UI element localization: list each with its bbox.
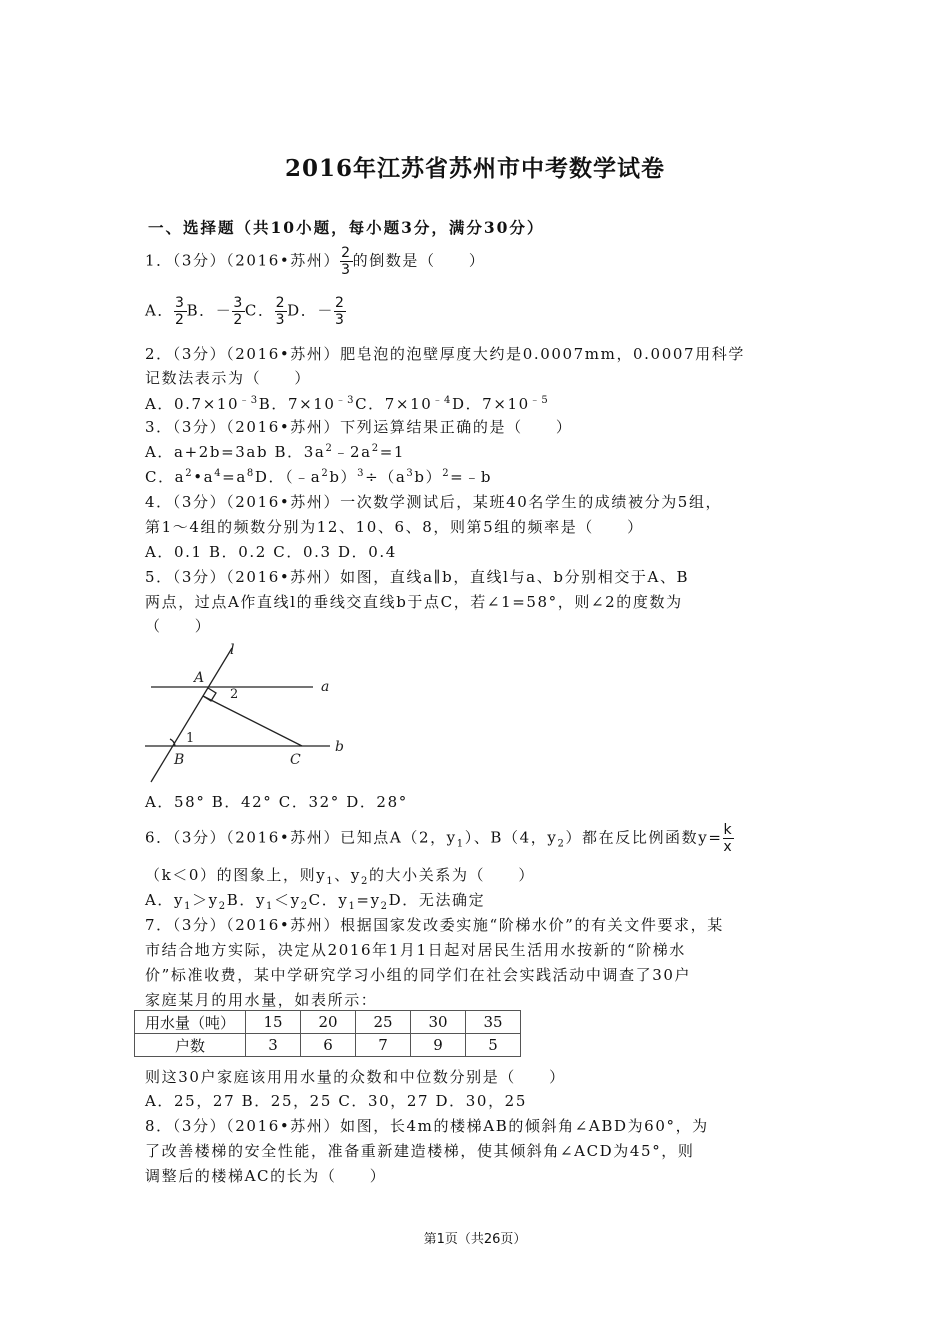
- question-3-line1: 3．（3分）（2016•苏州）下列运算结果正确的是（ ）: [145, 418, 573, 436]
- q6-line2-b: 、y: [334, 866, 361, 884]
- q2-opt-d: D．7×10: [451, 395, 530, 413]
- question-6-line1: [145, 823, 734, 854]
- q1-d-den: 3: [334, 312, 346, 328]
- q2-exp-b: ﹣3: [335, 395, 356, 406]
- table-cell: 用水量（吨）: [135, 1011, 246, 1034]
- table-cell: 15: [246, 1011, 301, 1034]
- q6-oc-sub1: 1: [348, 901, 357, 912]
- q6-oa-sub1: 1: [184, 901, 193, 912]
- table-cell: 9: [411, 1034, 466, 1057]
- question-7-line1: 7．（3分）（2016•苏州）根据国家发改委实施“阶梯水价”的有关文件要求，某: [145, 916, 724, 934]
- q5-geometry-figure: [145, 640, 355, 785]
- segment-ac: [203, 696, 302, 746]
- question-1-options: [145, 296, 346, 327]
- q6-ob-rel: ＜y: [274, 891, 301, 909]
- question-6-line2: [145, 864, 535, 885]
- q6-opt-c: C．y: [308, 891, 349, 909]
- q3-d-exp3: 3: [406, 468, 415, 479]
- q6-oa-rel: ＞y: [192, 891, 219, 909]
- question-2-line1: 2．（3分）（2016•苏州）肥皂泡的泡壁厚度大约是0.0007mm，0.0007用科学: [145, 345, 745, 363]
- q6-frac-num: k: [723, 822, 734, 838]
- q1-a-den: 2: [175, 312, 186, 328]
- question-7-line5: 则这30户家庭该用用水量的众数和中位数分别是（ ）: [145, 1068, 566, 1086]
- q6-sub1: 1: [456, 838, 465, 850]
- q2-opt-a: A．0.7×10: [145, 395, 240, 413]
- question-7-line4: 家庭某月的用水量，如表所示：: [145, 991, 378, 1009]
- q6-stem-a: 6．（3分）（2016•苏州）已知点A（2，y: [145, 828, 457, 847]
- q3-d-part5: =﹣b: [450, 468, 493, 486]
- question-5-options: A．58° B．42° C．32° D．28°: [145, 793, 408, 811]
- q1-frac-d: [334, 296, 347, 327]
- question-7-line2: 市结合地方实际，决定从2016年1月1日起对居民生活用水按新的“阶梯水: [145, 941, 686, 959]
- table-cell: 户数: [135, 1034, 246, 1057]
- q1-b-num: 3: [233, 295, 244, 311]
- q6-opt-a: A．y: [145, 891, 185, 909]
- label-B: B: [174, 752, 185, 768]
- q1-c-den: 3: [275, 312, 287, 328]
- question-3-options-cd: [145, 466, 492, 487]
- q3-d-part2: b）: [329, 468, 358, 486]
- q6-oa-sub2: 2: [218, 901, 227, 912]
- angle-1-arc: [170, 739, 175, 746]
- q3-b-part2: ﹣2a: [333, 443, 372, 461]
- q2-exp-d: ﹣5: [529, 395, 550, 406]
- q3-opt-c: C．a: [145, 468, 186, 486]
- q3-b-part3: =1: [379, 443, 405, 461]
- q6-stem-c: ）都在反比例函数y=: [565, 828, 723, 847]
- q3-opt-a: A．a+2b=3ab: [145, 443, 269, 461]
- q6-line2-sub2: 2: [360, 876, 369, 887]
- question-7-line3: 价”标准收费，某中学研究学习小组的同学们在社会实践活动中调查了30户: [145, 966, 692, 984]
- question-8-line2: 了改善楼梯的安全性能，准备重新建造楼梯，使其倾斜角∠ACD为45°，则: [145, 1142, 695, 1160]
- q3-b-exp2: 2: [371, 443, 380, 454]
- question-7-options: A．25，27 B．25，25 C．30，27 D．30，25: [145, 1092, 527, 1110]
- q3-b-exp1: 2: [325, 443, 334, 454]
- q6-opt-d: D．无法确定: [388, 891, 486, 909]
- q3-c-exp2: 4: [214, 468, 223, 479]
- water-usage-table: [134, 1010, 521, 1057]
- q3-d-part3: ÷（a: [365, 468, 407, 486]
- page-title: 2016年江苏省苏州市中考数学试卷: [284, 155, 665, 182]
- q1-opt-b: B．－: [186, 301, 233, 320]
- q6-stem-b: ）、B（4，y: [464, 828, 558, 847]
- label-a: a: [321, 679, 330, 695]
- label-b: b: [335, 739, 344, 755]
- q1-fraction: [340, 246, 353, 277]
- question-8-line1: 8．（3分）（2016•苏州）如图，长4m的楼梯AB的倾斜角∠ABD为60°，为: [145, 1117, 709, 1135]
- label-angle-1: 1: [186, 731, 195, 746]
- q3-d-exp2: 3: [357, 468, 366, 479]
- question-8-line3: 调整后的楼梯AC的长为（ ）: [145, 1167, 387, 1185]
- table-cell: 25: [356, 1011, 411, 1034]
- q1-stem-b: 的倒数是（ ）: [352, 251, 486, 270]
- q3-opt-b: B．3a: [274, 443, 326, 461]
- q1-frac-den: 3: [341, 262, 352, 278]
- q2-opt-b: B．7×10: [258, 395, 336, 413]
- q1-c-num: 2: [275, 295, 287, 311]
- question-5-line3: （ ）: [145, 617, 212, 635]
- label-l: l: [230, 642, 235, 658]
- q1-opt-c: C．: [244, 301, 275, 320]
- q1-frac-c: [275, 296, 288, 327]
- q1-frac-a: [174, 296, 187, 327]
- label-C: C: [290, 752, 301, 768]
- table-cell: 6: [301, 1034, 356, 1057]
- q1-opt-d: D．－: [287, 301, 334, 320]
- page-footer: 第1页（共26页）: [423, 1232, 527, 1247]
- q3-c-exp1: 2: [185, 468, 194, 479]
- q3-c-part2: •a: [193, 468, 215, 486]
- q6-ob-sub2: 2: [300, 901, 309, 912]
- q1-d-num: 2: [334, 295, 346, 311]
- q6-ob-sub1: 1: [266, 901, 275, 912]
- q1-frac-b: [232, 296, 245, 327]
- q3-c-part3: =a: [222, 468, 247, 486]
- question-3-options-ab: [145, 441, 405, 462]
- q2-opt-c: C．7×10: [355, 395, 433, 413]
- q6-fraction: [723, 823, 735, 854]
- q2-exp-c: ﹣4: [432, 395, 452, 406]
- table-cell: 20: [301, 1011, 356, 1034]
- q6-line2-c: 的大小关系为（ ）: [368, 866, 535, 884]
- question-5-line1: 5．（3分）（2016•苏州）如图，直线a∥b，直线l与a、b分别相交于A、B: [145, 568, 690, 586]
- q3-c-exp3: 8: [246, 468, 255, 479]
- table-row: [135, 1034, 521, 1057]
- section-heading: 一、选择题（共10小题，每小题3分，满分30分）: [148, 218, 545, 237]
- q2-exp-a: ﹣3: [239, 395, 259, 406]
- q3-opt-d: D．（﹣a: [254, 468, 322, 486]
- q3-d-exp1: 2: [321, 468, 330, 479]
- q6-line2-sub1: 1: [326, 876, 335, 887]
- table-cell: 35: [466, 1011, 521, 1034]
- q6-frac-den: x: [723, 839, 734, 855]
- table-cell: 5: [466, 1034, 521, 1057]
- line-l: [151, 648, 232, 782]
- table-cell: 3: [246, 1034, 301, 1057]
- q6-opt-b: B．y: [226, 891, 267, 909]
- question-5-line2: 两点，过点A作直线l的垂线交直线b于点C，若∠1=58°，则∠2的度数为: [145, 593, 683, 611]
- q6-oc-rel: =y: [356, 891, 381, 909]
- q1-opt-a: A．: [145, 301, 175, 320]
- table-cell: 30: [411, 1011, 466, 1034]
- q3-d-exp4: 2: [442, 468, 451, 479]
- label-angle-2: 2: [230, 687, 239, 702]
- q1-frac-num: 2: [341, 245, 352, 261]
- question-6-options: [145, 889, 485, 910]
- table-cell: 7: [356, 1034, 411, 1057]
- table-row: [135, 1011, 521, 1034]
- question-4-options: A．0.1 B．0.2 C．0.3 D．0.4: [145, 543, 397, 561]
- q1-a-num: 3: [175, 295, 186, 311]
- question-4-line1: 4．（3分）（2016•苏州）一次数学测试后，某班40名学生的成绩被分为5组，: [145, 493, 723, 511]
- label-A: A: [194, 670, 205, 686]
- question-1: [145, 246, 485, 277]
- q6-sub2: 2: [557, 838, 566, 850]
- q6-line2-a: （k＜0）的图象上，则y: [145, 866, 327, 884]
- question-4-line2: 第1～4组的频数分别为12、10、6、8，则第5组的频率是（ ）: [145, 518, 644, 536]
- question-2-line2: 记数法表示为（ ）: [145, 369, 312, 387]
- q1-stem-a: 1．（3分）（2016•苏州）: [145, 251, 341, 270]
- q6-oc-sub2: 2: [380, 901, 389, 912]
- q3-d-part4: b）: [414, 468, 443, 486]
- q1-b-den: 2: [233, 312, 244, 328]
- question-2-options: [145, 393, 549, 414]
